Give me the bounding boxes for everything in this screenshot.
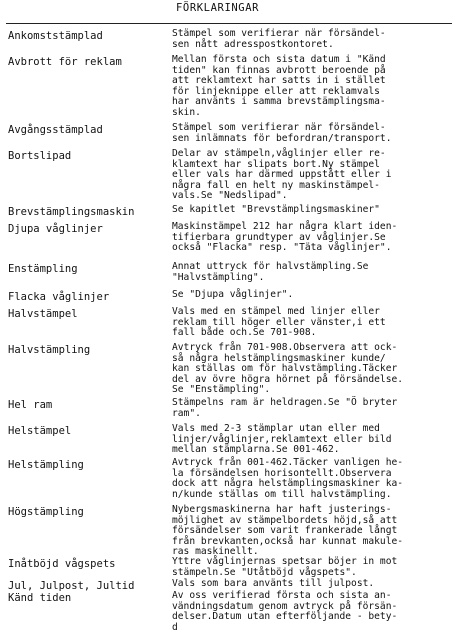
- glossary-term: Helstämpling: [8, 459, 84, 471]
- glossary-definition: Vals med 2-3 stämplar utan eller med linjer/våglinjer,reklamtext eller bild mellan stämplarna.Se 001-462.: [172, 423, 392, 456]
- glossary-definition: Vals som bara använts till julpost.: [172, 578, 375, 589]
- glossary-definition: Av oss verifierad första och sista an- vändningsdatum genom avtryck på försän- delser.Datum utan efterföljande - bety- d: [172, 590, 398, 633]
- glossary-term: Inåtböjd vågspets: [8, 558, 116, 570]
- glossary-term: Ankomststämplad: [8, 30, 103, 42]
- glossary-definition: Avtryck från 001-462.Täcker vanligen he- la försändelsen horisontellt.Observera dock att några helstämplingsmaskiner ka- n/kunde ställas om till halvstämpling.: [172, 457, 404, 500]
- glossary-term: Djupa våglinjer: [8, 223, 103, 235]
- glossary-definition: Delar av stämpeln,våglinjer eller re- klamtext har slipats bort.Ny stämpel eller vals har därmed uppstått eller i några fall en helt ny maskinstämpel- vals.Se "Nedslipad".: [172, 148, 392, 202]
- glossary-term: Jul, Julpost, Jultid: [8, 580, 135, 592]
- glossary-term: Avbrott för reklam: [8, 56, 122, 68]
- glossary-definition: Maskinstämpel 212 har några klart iden- tifierbara grundtyper av våglinjer.Se också "Flacka" resp. "Täta våglinjer".: [172, 221, 398, 254]
- glossary-term: Halvstämpel: [8, 308, 78, 320]
- glossary-term: Hel ram: [8, 399, 53, 411]
- glossary-term: Enstämpling: [8, 263, 78, 275]
- glossary-definition: Stämpel som verifierar när försändel- sen nått adresspostkontoret.: [172, 28, 386, 50]
- glossary-term: Högstämpling: [8, 506, 84, 518]
- glossary-definition: Avtryck från 701-908.Observera att ock- så några helstämplingsmaskiner kunde/ kan ställas om för halvstämpling.Täcker del av övre högra hörnet på försändelse. Se "Enstämpling".: [172, 342, 404, 396]
- glossary-definition: Yttre våglinjernas spetsar böjer in mot stämpeln.Se "Utåtböjd vågspets".: [172, 556, 398, 578]
- glossary-term: Avgångsstämplad: [8, 124, 103, 136]
- glossary-definition: Se kapitlet "Brevstämplingsmaskiner": [172, 204, 380, 215]
- glossary-definition: Stämpel som verifierar när försändel- sen inlämnats för befordran/transport.: [172, 122, 392, 144]
- glossary-term: Brevstämplingsmaskin: [8, 206, 135, 218]
- glossary-term: Bortslipad: [8, 150, 72, 162]
- page-title: FÖRKLARINGAR: [176, 2, 260, 14]
- glossary-term: Känd tiden: [8, 592, 72, 604]
- glossary-term: Helstämpel: [8, 425, 72, 437]
- glossary-definition: Se "Djupa våglinjer".: [172, 289, 294, 300]
- glossary-definition: Mellan första och sista datum i "Känd tiden" kan finnas avbrott beroende på att reklamtext har satts in i stället för linjeknippe eller att reklamvals har använts i samma brevstämplingsma- skin.: [172, 54, 386, 118]
- glossary-term: Halvstämpling: [8, 344, 91, 356]
- glossary-definition: Annat uttryck för halvstämpling.Se "Halvstämpling".: [172, 261, 369, 283]
- title-divider: [6, 23, 452, 24]
- glossary-definition: Nybergsmaskinerna har haft justerings- möjlighet av stämpelbordets höjd,så att försändelser som varit frankerade långt från brevkanten,också har kunnat makule- ras maskinellt.: [172, 504, 404, 558]
- glossary-definition: Vals med en stämpel med linjer eller reklam till höger eller vänster,i ett fall både och.Se 701-908.: [172, 306, 386, 339]
- glossary-definition: Stämpelns ram är heldragen.Se "Ö bryter ram".: [172, 397, 398, 419]
- glossary-term: Flacka våglinjer: [8, 291, 110, 303]
